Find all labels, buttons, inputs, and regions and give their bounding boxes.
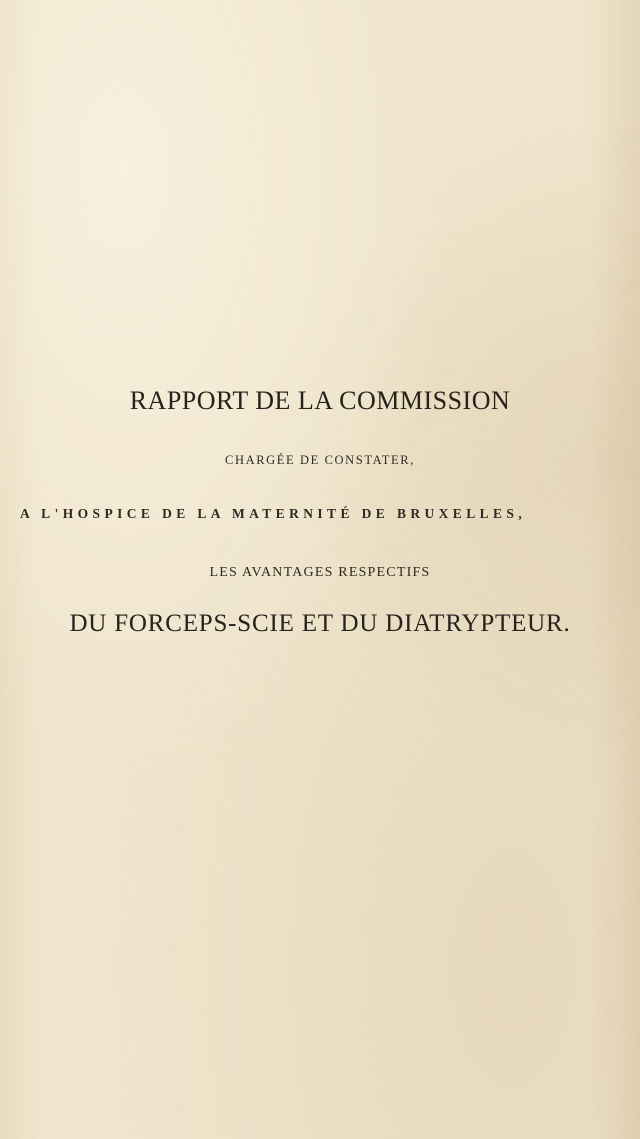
document-title: RAPPORT DE LA COMMISSION [129,386,511,415]
subtitle-line-2: A L'HOSPICE DE LA MATERNITÉ DE BRUXELLES, [20,506,527,521]
subtitle-line-3: LES AVANTAGES RESPECTIFS [209,565,431,580]
subtitle-line-1: CHARGÉE DE CONSTATER, [225,453,415,467]
subtitle-line-4: DU FORCEPS-SCIE ET DU DIATRYPTEUR. [69,610,571,637]
